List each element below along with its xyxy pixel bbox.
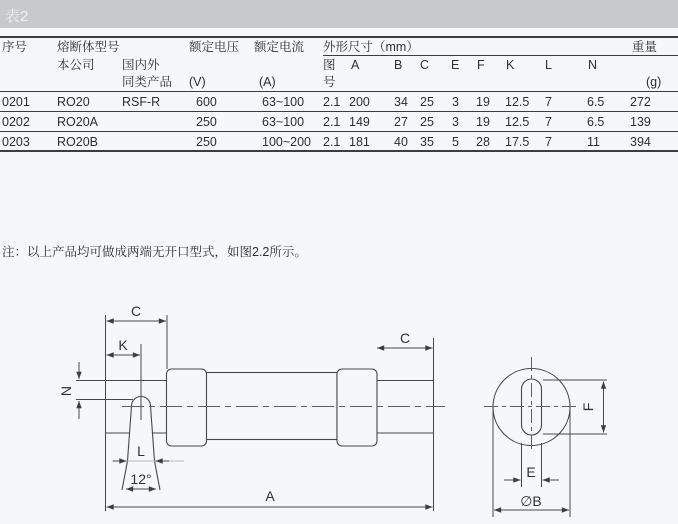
cell-fig: 2.1 xyxy=(323,95,341,109)
header-dim-f: F xyxy=(477,58,485,72)
dim-label-l: L xyxy=(137,443,145,459)
footnote: 注：以上产品均可做成两端无开口型式，如图2.2所示。 xyxy=(2,245,307,259)
end-view-dimension-lines xyxy=(493,380,607,517)
cell-voltage: 600 xyxy=(196,95,217,109)
cell-current: 100~200 xyxy=(262,135,312,149)
header-current: 额定电流 xyxy=(254,40,305,54)
header-model-group: 熔断体型号 xyxy=(57,40,120,54)
cell-dim-e: 3 xyxy=(452,115,459,129)
cell-dim-b: 40 xyxy=(394,135,408,149)
cell-fig: 2.1 xyxy=(323,135,341,149)
header-similar-2: 同类产品 xyxy=(122,75,173,89)
header-dim-c: C xyxy=(420,58,430,72)
cell-dim-c: 25 xyxy=(420,95,434,109)
cell-dim-c: 35 xyxy=(420,135,434,149)
fuse-left-cap xyxy=(167,369,207,446)
cell-dim-c: 25 xyxy=(420,115,434,129)
cell-dim-n: 11 xyxy=(587,135,600,149)
dim-label-f: F xyxy=(580,402,596,412)
header-similar-1: 国内外 xyxy=(122,58,160,72)
cell-dim-k: 12.5 xyxy=(505,115,530,129)
cell-dim-f: 28 xyxy=(476,135,490,149)
cell-dim-b: 34 xyxy=(394,95,408,109)
cell-company: RO20A xyxy=(57,115,98,129)
header-voltage-unit: (V) xyxy=(189,75,206,89)
cell-dim-a: 200 xyxy=(349,95,370,109)
cell-dim-e: 3 xyxy=(452,95,459,109)
dim-label-b: ∅B xyxy=(520,493,542,509)
cell-weight: 139 xyxy=(630,115,651,129)
cell-dim-k: 12.5 xyxy=(505,95,530,109)
dim-label-angle: 12° xyxy=(130,471,152,487)
header-dim-n: N xyxy=(588,58,598,72)
cell-dim-f: 19 xyxy=(476,115,490,129)
cell-dim-a: 149 xyxy=(349,115,370,129)
cell-fig: 2.1 xyxy=(323,115,341,129)
header-dim-a: A xyxy=(351,58,360,72)
cell-similar: RSF-R xyxy=(122,95,161,109)
cell-company: RO20B xyxy=(57,135,98,149)
cell-weight: 272 xyxy=(630,95,651,109)
fuse-right-cap xyxy=(337,369,377,446)
cell-dim-e: 5 xyxy=(452,135,459,149)
header-fig-2: 号 xyxy=(323,75,336,89)
cell-dim-l: 7 xyxy=(545,115,552,129)
dim-label-c-right: C xyxy=(399,330,411,346)
table-title: 表2 xyxy=(5,8,29,25)
header-weight-unit: (g) xyxy=(646,75,662,89)
header-dim-k: K xyxy=(506,58,515,72)
dim-label-e: E xyxy=(526,464,536,480)
header-current-unit: (A) xyxy=(259,75,276,89)
header-dims-group: 外形尺寸（mm） xyxy=(323,40,419,54)
cell-dim-b: 27 xyxy=(394,115,408,129)
cell-dim-n: 6.5 xyxy=(587,115,605,129)
header-dim-l: L xyxy=(545,58,552,72)
header-company: 本公司 xyxy=(57,58,95,72)
header-dim-b: B xyxy=(394,58,403,72)
header-fig-1: 图 xyxy=(323,58,336,72)
cell-current: 63~100 xyxy=(262,95,305,109)
cell-weight: 394 xyxy=(630,135,651,149)
dim-label-a: A xyxy=(265,488,275,504)
cell-dim-n: 6.5 xyxy=(587,95,605,109)
header-dim-e: E xyxy=(451,58,460,72)
dim-label-n: N xyxy=(58,385,74,397)
cell-serial: 0202 xyxy=(2,115,30,129)
cell-current: 63~100 xyxy=(262,115,305,129)
cell-dim-f: 19 xyxy=(476,95,490,109)
header-serial: 序号 xyxy=(2,40,28,54)
cell-voltage: 250 xyxy=(196,135,217,149)
cell-dim-l: 7 xyxy=(545,135,552,149)
header-voltage: 额定电压 xyxy=(189,40,240,54)
cell-company: RO20 xyxy=(57,95,90,109)
cell-dim-k: 17.5 xyxy=(505,135,530,149)
cell-voltage: 250 xyxy=(196,115,217,129)
dim-label-k: K xyxy=(118,337,128,353)
cell-serial: 0203 xyxy=(2,135,30,149)
dim-label-c-left: C xyxy=(130,303,142,319)
header-weight: 重量 xyxy=(632,40,658,54)
cell-serial: 0201 xyxy=(2,95,30,109)
cell-dim-a: 181 xyxy=(349,135,370,149)
cell-dim-l: 7 xyxy=(545,95,552,109)
